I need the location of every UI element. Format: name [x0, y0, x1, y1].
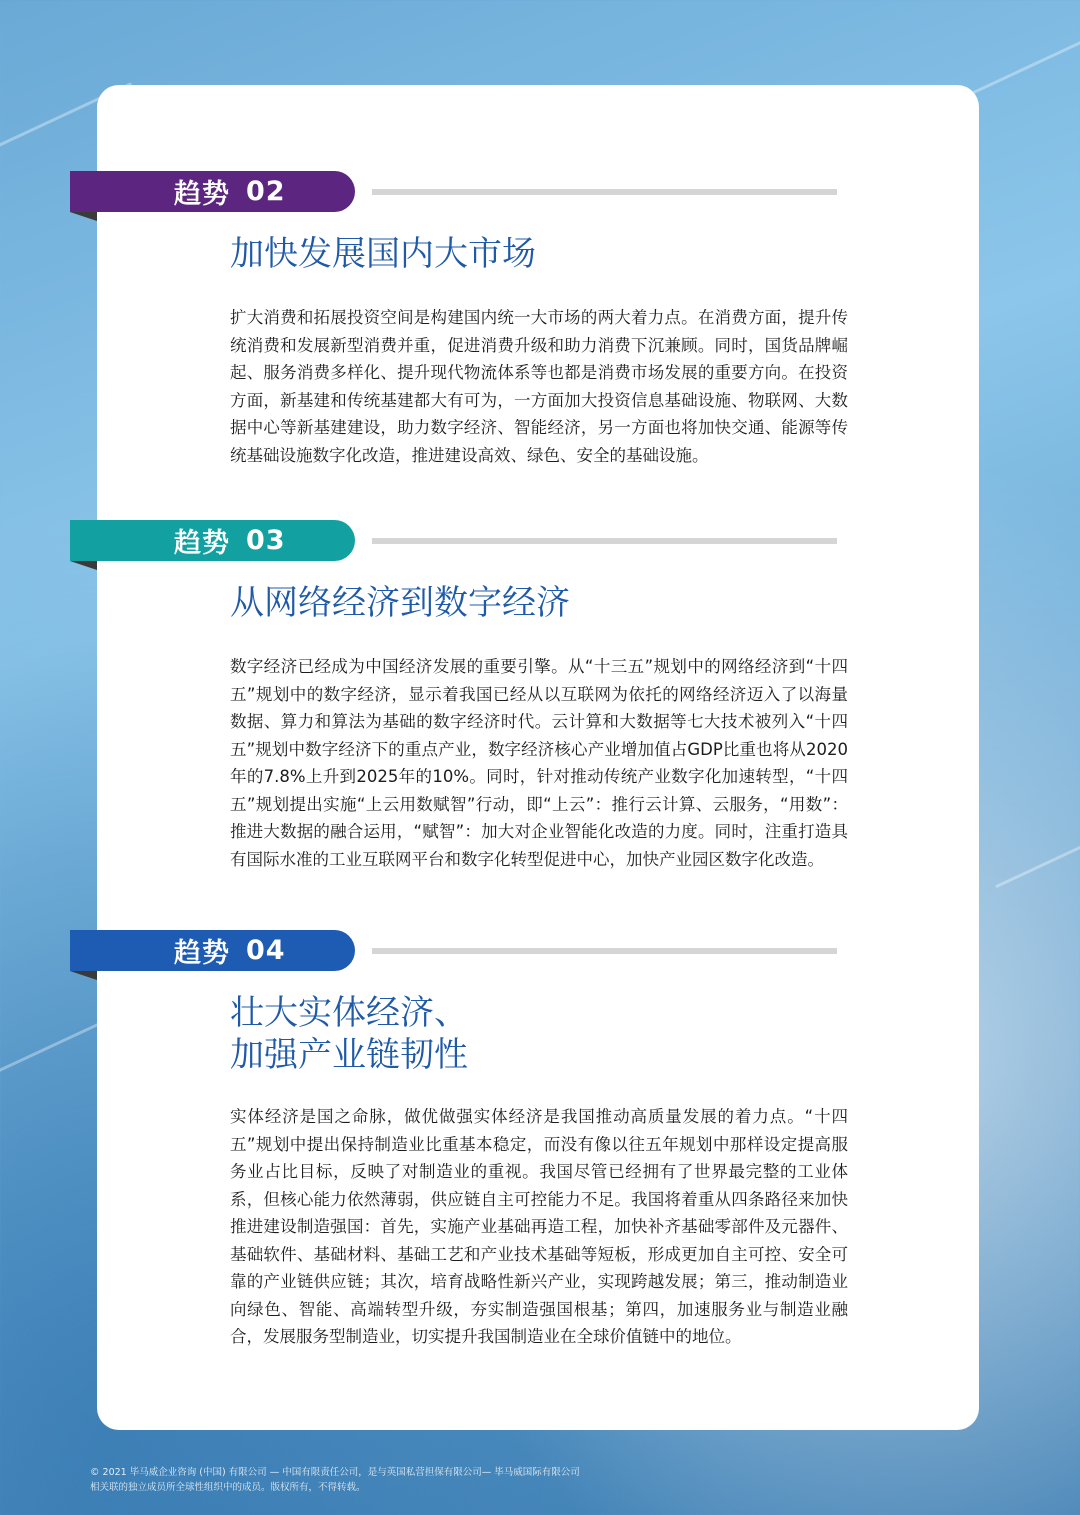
trend-tab-number: 03 [246, 525, 286, 556]
trend-tab-label: 趋势 [174, 938, 230, 969]
trend-tab-label: 趋势 [174, 528, 230, 559]
copyright-footer [90, 1465, 710, 1495]
copyright-line-1: © 2021 毕马威企业咨询 (中国) 有限公司 — 中国有限责任公司，是与英国私营担保有限公司— 毕马威国际有限公司 [90, 1467, 580, 1478]
trend-tab-label: 趋势 [174, 179, 230, 210]
section-body: 实体经济是国之命脉，做优做强实体经济是我国推动高质量发展的着力点。“十四五”规划中提出保持制造业比重基本稳定，而没有像以往五年规划中那样设定提高服务业占比目标，反映了对制造业的重视。我国尽管已经拥有了世界最完整的工业体系，但核心能力依然薄弱，供应链自主可控能力不足。我国将着重从四条路径来加快推进建设制造强国：首先，实施产业基础再造工程，加快补齐基础零部件及元器件、基础软件、基础材料、基础工艺和产业技术基础等短板，形成更加自主可控、安全可靠的产业链供应链；其次，培育战略性新兴产业，实现跨越发展；第三，推动制造业向绿色、智能、高端转型升级，夯实制造强国根基；第四，加速服务业与制造业融合，发展服务型制造业，切实提升我国制造业在全球价值链中的地位。 [230, 1107, 848, 1346]
tab-fold-shadow [70, 561, 97, 570]
section-divider [372, 948, 837, 954]
trend-tab-number: 02 [246, 176, 286, 207]
section-heading: 壮大实体经济、 加强产业链韧性 [230, 993, 468, 1075]
trend-tab-02 [70, 171, 355, 212]
trend-tab-number: 04 [246, 935, 286, 966]
section-body: 数字经济已经成为中国经济发展的重要引擎。从“十三五”规划中的网络经济到“十四五”规划中的数字经济，显示着我国已经从以互联网为依托的网络经济迈入了以海量数据、算力和算法为基础的数字经济时代。云计算和大数据等七大技术被列入“十四五”规划中数字经济下的重点产业，数字经济核心产业增加值占GDP比重也将从2020年的7.8%上升到2025年的10%。同时，针对推动传统产业数字化加速转型，“十四五”规划提出实施“上云用数赋智”行动，即“上云”：推行云计算、云服务，“用数”：推进大数据的融合运用，“赋智”：加大对企业智能化改造的力度。同时，注重打造具有国际水准的工业互联网平台和数字化转型促进中心，加快产业园区数字化改造。 [230, 657, 848, 869]
section-body: 扩大消费和拓展投资空间是构建国内统一大市场的两大着力点。在消费方面，提升传统消费和发展新型消费并重，促进消费升级和助力消费下沉兼顾。同时，国货品牌崛起、服务消费多样化、提升现代物流体系等也都是消费市场发展的重要方向。在投资方面，新基建和传统基建都大有可为，一方面加大投资信息基础设施、物联网、大数据中心等新基建建设，助力数字经济、智能经济，另一方面也将加快交通、能源等传统基础设施数字化改造，推进建设高效、绿色、安全的基础设施。 [230, 308, 848, 465]
section-heading: 加快发展国内大市场 [230, 234, 536, 274]
section-divider [372, 538, 837, 544]
tab-fold-shadow [70, 971, 97, 980]
tab-fold-shadow [70, 212, 97, 221]
section-heading: 从网络经济到数字经济 [230, 583, 570, 623]
section-divider [372, 189, 837, 195]
content-card [97, 85, 979, 1430]
copyright-line-2: 相关联的独立成员所全球性组织中的成员。版权所有，不得转载。 [90, 1482, 366, 1493]
trend-tab-03 [70, 520, 355, 561]
trend-tab-04 [70, 930, 355, 971]
